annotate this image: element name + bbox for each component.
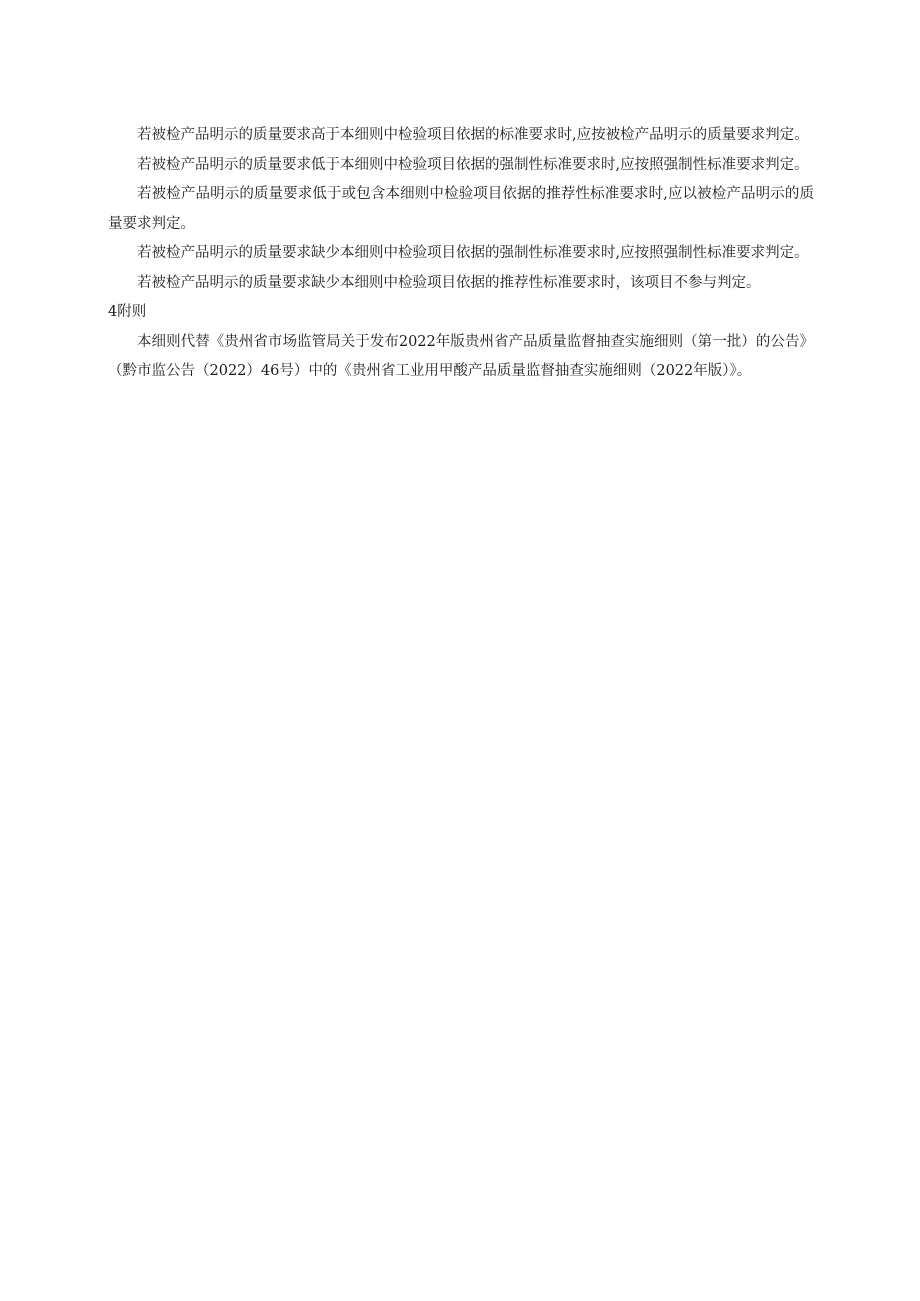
- supplementary-paragraph: 本细则代替《贵州省市场监管局关于发布2022年版贵州省产品质量监督抽查实施细则（第一批）的公告》（黔市监公告（2022）46号）中的《贵州省工业用甲酸产品质量监督抽查实施细则（2022年版）》。: [108, 333, 814, 379]
- rule-paragraph-5: 若被检产品明示的质量要求缺少本细则中检验项目依据的推荐性标准要求时，该项目不参与判定。: [137, 274, 761, 291]
- rule-paragraph-3: 若被检产品明示的质量要求低于或包含本细则中检验项目依据的推荐性标准要求时,应以被检产品明示的质量要求判定。: [108, 186, 814, 232]
- section-heading-appendix: 4附则: [108, 304, 147, 320]
- rule-paragraph-2: 若被检产品明示的质量要求低于本细则中检验项目依据的强制性标准要求时,应按照强制性标准要求判定。: [137, 156, 809, 173]
- rule-paragraph-4: 若被检产品明示的质量要求缺少本细则中检验项目依据的强制性标准要求时,应按照强制性标准要求判定。: [137, 245, 809, 261]
- document-page: [108, 121, 814, 387]
- rule-paragraph-1: 若被检产品明示的质量要求高于本细则中检验项目依据的标准要求时,应按被检产品明示的质量要求判定。: [137, 127, 809, 143]
